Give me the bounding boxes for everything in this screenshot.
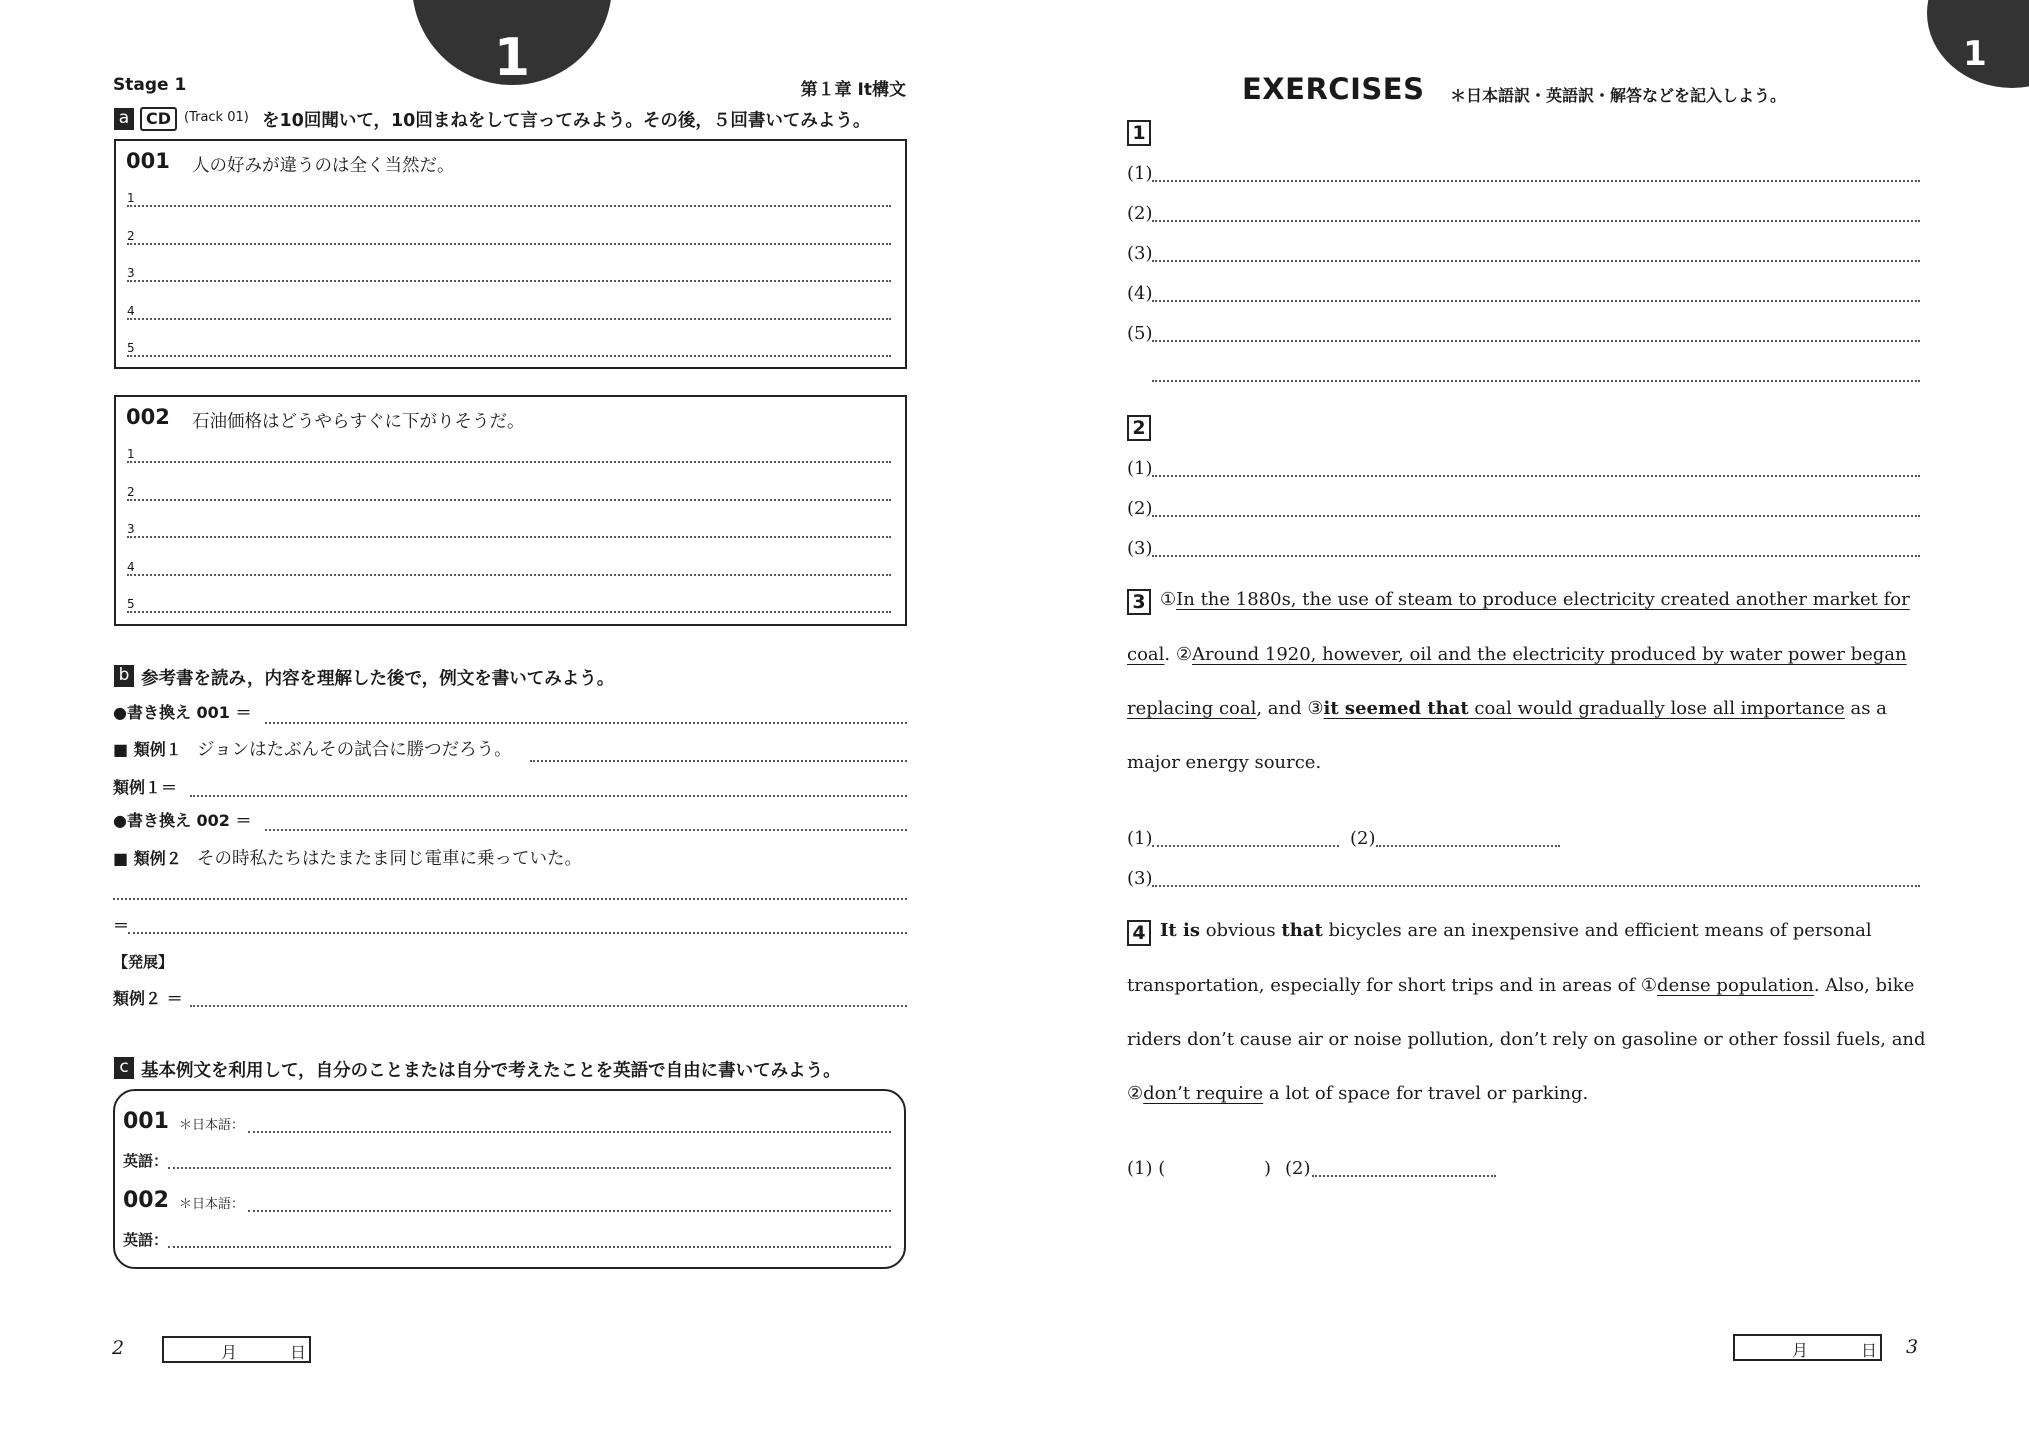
line-number: 3 xyxy=(127,266,135,280)
example-1-line[interactable] xyxy=(530,760,907,762)
section-b-label: b xyxy=(114,665,134,687)
underlined-part-1: In the 1880s, the use of steam to produce electricity created another market for xyxy=(1176,589,1910,610)
example-2-eq-label: 類例２ ＝ xyxy=(113,989,183,1008)
circled-2: ② xyxy=(1127,1083,1144,1104)
item-label: (1) xyxy=(1127,163,1153,184)
line-number: 3 xyxy=(127,522,135,536)
example-1-eq-line[interactable] xyxy=(190,795,907,797)
bold-it-is: It is xyxy=(1160,920,1200,941)
free-001-ja-line[interactable] xyxy=(248,1131,891,1133)
example-2-sentence: その時私たちはたまたま同じ電車に乗っていた。 xyxy=(197,849,582,869)
item-label: (1) ( xyxy=(1127,1158,1166,1179)
box-002-sentence: 石油価格はどうやらすぐに下がりそうだ。 xyxy=(192,412,525,432)
underlined-dont-require: don’t require xyxy=(1143,1083,1264,1104)
month-label: 月 xyxy=(1792,1341,1809,1360)
underlined-replacing-coal: replacing coal xyxy=(1127,698,1257,719)
item-label: (1) xyxy=(1127,458,1153,479)
section-c-instruction: 基本例文を利用して，自分のことまたは自分で考えたことを英語で自由に書いてみよう。 xyxy=(141,1061,841,1081)
text: . ② xyxy=(1164,644,1192,665)
rewrite-002-label: ●書き換え 002 ＝ xyxy=(113,811,252,830)
item-label: (2) xyxy=(1127,203,1153,224)
box-002-number: 002 xyxy=(126,405,170,429)
item-label: (2) xyxy=(1285,1158,1311,1179)
example-2-label: ■ 類例２ xyxy=(113,849,182,868)
question-2-number: 2 xyxy=(1127,415,1151,441)
q3-passage-line-3 xyxy=(1127,698,1887,719)
exercises-title: EXERCISES xyxy=(1242,72,1425,106)
item-label: (3) xyxy=(1127,243,1153,264)
text: . Also, bike xyxy=(1813,975,1915,996)
q4-passage-line-1 xyxy=(1160,920,1872,941)
line-number: 2 xyxy=(127,229,135,243)
item-label: (2) xyxy=(1127,498,1153,519)
free-002-en-label: 英語： xyxy=(123,1231,169,1249)
question-4-number: 4 xyxy=(1127,920,1151,946)
underlined-dense-population: dense population xyxy=(1657,975,1814,996)
question-3-number: 3 xyxy=(1127,589,1151,615)
practice-box-001 xyxy=(114,139,907,369)
box-001-number: 001 xyxy=(126,149,170,173)
line-number: 4 xyxy=(127,304,135,318)
underlined-coal: coal xyxy=(1127,644,1165,665)
chapter-title: 第１章 It構文 xyxy=(800,80,906,100)
q3-passage-line-2 xyxy=(1127,644,1907,665)
item-label: (2) xyxy=(1350,828,1376,849)
item-label: (1) xyxy=(1127,828,1153,849)
q4-passage-line-4 xyxy=(1127,1083,1588,1104)
rewrite-001-label: ●書き換え 001 ＝ xyxy=(113,703,252,722)
free-002-en-line[interactable] xyxy=(168,1246,891,1248)
text: as a xyxy=(1844,698,1887,719)
box-001-sentence: 人の好みが違うのは全く当然だ。 xyxy=(192,156,455,176)
rewrite-002-line[interactable] xyxy=(265,829,907,831)
practice-box-002 xyxy=(114,395,907,626)
free-001-en-label: 英語： xyxy=(123,1152,169,1170)
line-number: 1 xyxy=(127,447,135,461)
day-label: 日 xyxy=(290,1343,307,1362)
section-c-label: c xyxy=(114,1057,134,1079)
item-label: (3) xyxy=(1127,538,1153,559)
date-box-left[interactable] xyxy=(162,1336,311,1363)
page-number-left: 2 xyxy=(112,1337,125,1359)
bold-that: that xyxy=(1281,920,1323,941)
chapter-number-left: 1 xyxy=(493,28,531,88)
free-002-number: 002 xyxy=(123,1188,169,1213)
example-2-line[interactable] xyxy=(113,898,907,900)
item-label: (4) xyxy=(1127,283,1153,304)
day-label: 日 xyxy=(1861,1341,1878,1360)
paren-close: ) xyxy=(1264,1158,1272,1179)
text: transportation, especially for short trips and in areas of ① xyxy=(1127,975,1658,996)
equals-sign: ＝ xyxy=(113,916,130,935)
date-box-right[interactable] xyxy=(1733,1334,1882,1361)
stage-label: Stage 1 xyxy=(113,75,187,95)
underlined-bold-part-3: it seemed that xyxy=(1323,698,1469,719)
free-001-number: 001 xyxy=(123,1109,169,1134)
free-001-ja-label: ＊日本語： xyxy=(179,1118,245,1133)
text: bicycles are an inexpensive and efficient means of personal xyxy=(1322,920,1872,941)
cd-badge: CD xyxy=(140,107,177,131)
line-number: 5 xyxy=(127,597,135,611)
line-number: 5 xyxy=(127,341,135,355)
text: obvious xyxy=(1199,920,1282,941)
development-label: 【発展】 xyxy=(113,953,174,971)
chapter-number-right: 1 xyxy=(1963,34,1987,74)
line-number: 2 xyxy=(127,485,135,499)
q3-passage-line-1 xyxy=(1160,589,1910,610)
track-label: (Track 01) xyxy=(184,110,249,125)
free-002-ja-label: ＊日本語： xyxy=(179,1197,245,1212)
section-a-label: a xyxy=(114,108,134,130)
free-002-ja-line[interactable] xyxy=(248,1210,891,1212)
line-number: 4 xyxy=(127,560,135,574)
q4-passage-line-3: riders don’t cause air or noise pollution, don’t rely on gasoline or other fossil fuels, and xyxy=(1127,1029,1926,1050)
free-001-en-line[interactable] xyxy=(168,1167,891,1169)
exercises-instruction: ＊日本語訳・英語訳・解答などを記入しよう。 xyxy=(1450,86,1787,105)
line-number: 1 xyxy=(127,191,135,205)
development-line[interactable] xyxy=(190,1005,907,1007)
example-1-eq-label: 類例１＝ xyxy=(113,778,178,797)
q3-passage-line-4: major energy source. xyxy=(1127,752,1322,773)
section-a-instruction: を10回聞いて，10回まねをして言ってみよう。その後，５回書いてみよう。 xyxy=(262,111,871,131)
month-label: 月 xyxy=(221,1343,238,1362)
text: , and ③ xyxy=(1256,698,1324,719)
circled-1: ① xyxy=(1160,589,1177,610)
rewrite-001-line[interactable] xyxy=(265,722,907,724)
q1-answer-5-continued[interactable] xyxy=(1152,380,1920,382)
text: a lot of space for travel or parking. xyxy=(1263,1083,1589,1104)
underlined-part-2: Around 1920, however, oil and the electricity produced by water power began xyxy=(1192,644,1907,665)
underlined-part-3: coal would gradually lose all importance xyxy=(1468,698,1845,719)
section-b-instruction: 参考書を読み，内容を理解した後で，例文を書いてみよう。 xyxy=(141,669,615,689)
free-writing-box xyxy=(113,1089,906,1269)
question-1-number: 1 xyxy=(1127,120,1151,146)
item-label: (3) xyxy=(1127,868,1153,889)
page-number-right: 3 xyxy=(1906,1336,1919,1358)
example-1-sentence: ジョンはたぶんその試合に勝つだろう。 xyxy=(197,740,512,760)
item-label: (5) xyxy=(1127,323,1153,344)
q4-passage-line-2 xyxy=(1127,975,1914,996)
example-1-label: ■ 類例１ xyxy=(113,740,182,759)
example-2-eq-line[interactable] xyxy=(128,932,907,934)
